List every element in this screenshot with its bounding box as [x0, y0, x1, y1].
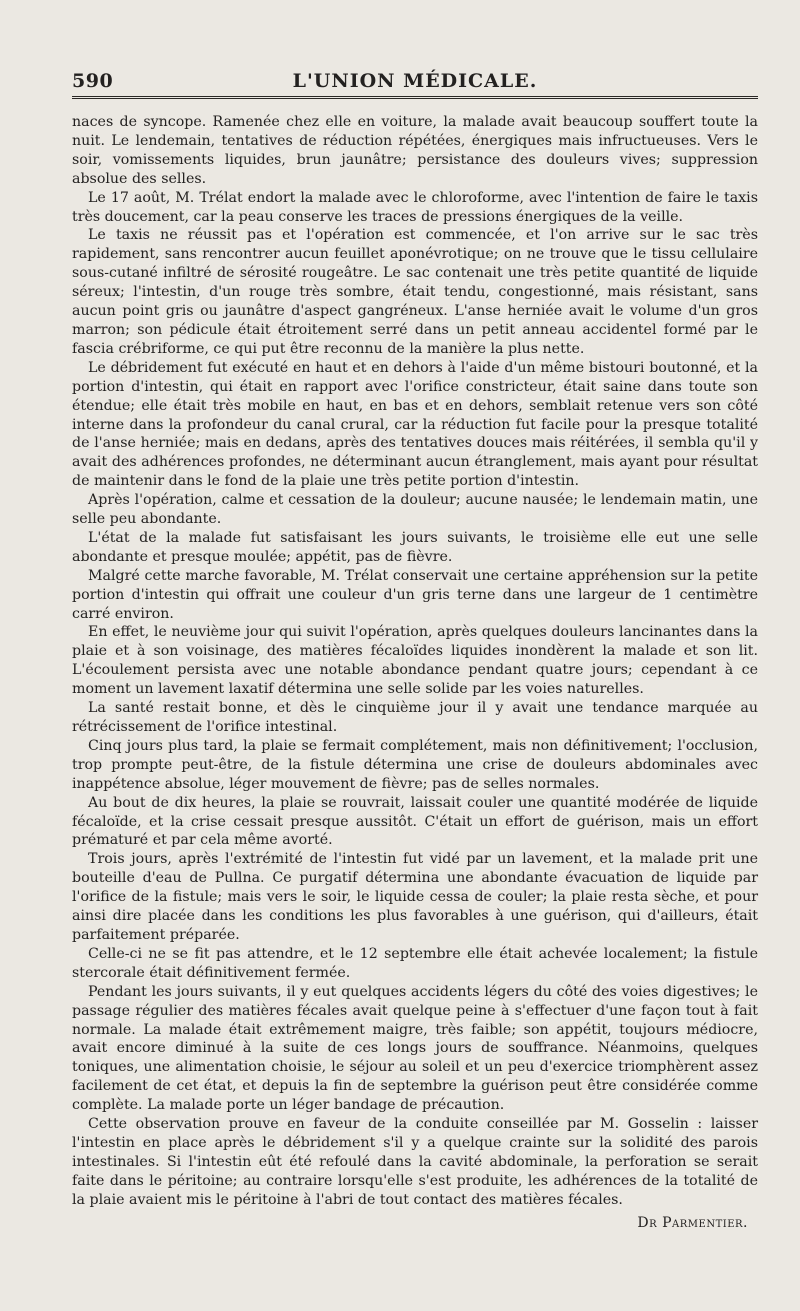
paragraph: Le débridement fut exécuté en haut et en dehors à l'aide d'un même bistouri boutonné, et la portion d'intestin, qui était en rapport avec l'orifice constricteur, était saine dans toute son étendue; elle était très mobile en haut, en bas et en dehors, semblait retenue vers son côté interne dans la profondeur du canal crural, car la réduction fut facile pour la presque totalité de l'anse herniée; mais en dedans, après des tentatives douces mais réitérées, il sembla qu'il y avait des adhérences profondes, ne déterminant aucun étranglement, mais ayant pour résultat de maintenir dans le fond de la plaie une très petite portion d'intestin. [72, 359, 758, 490]
paragraph: Le 17 août, M. Trélat endort la malade avec le chloroforme, avec l'intention de faire le taxis très doucement, car la peau conserve les traces de pressions énergiques de la veille. [72, 189, 758, 225]
article-body [72, 113, 758, 1232]
author-signature: Dr Parmentier. [637, 1214, 748, 1231]
paragraph: La santé restait bonne, et dès le cinquième jour il y avait une tendance marquée au rétrécissement de l'orifice intestinal. [72, 700, 758, 735]
paragraph: Pendant les jours suivants, il y eut quelques accidents légers du côté des voies digestives; le passage régulier des matières fécales avait quelque peine à s'effectuer d'une façon tout à fait normale. La malade était extrêmement maigre, très faible; son appétit, toujours médiocre, avait encore diminué à la suite de ces longs jours de souffrance. Néanmoins, quelques toniques, une alimentation choisie, le séjour au soleil et un peu d'exercice triomphèrent assez facilement de cet état, et depuis la fin de septembre la guérison peut être considérée comme complète. La malade porte un léger bandage de précaution. [72, 983, 758, 1114]
page-header [72, 62, 758, 99]
closing-paragraph: Cette observation prouve en faveur de la conduite conseillée par M. Gosselin : laisser l'intestin en place après le débridement s'il y a quelque crainte sur la solidité des parois intestinales. Si l'intestin eût été refoulé dans la cavité abdominale, la perforation se serait faite dans le péritoine; au contraire lorsqu'elle s'est produite, les adhérences de la totalité de la plaie avaient mis le péritoine à l'abri de tout contact des matières fécales. [72, 1116, 758, 1208]
paragraph: Au bout de dix heures, la plaie se rouvrait, laissait couler une quantité modérée de liquide fécaloïde, et la crise cessait presque aussitôt. C'était un effort de guérison, mais un effort prématuré et par cela même avorté. [72, 794, 758, 849]
paragraph: En effet, le neuvième jour qui suivit l'opération, après quelques douleurs lancinantes dans la plaie et à son voisinage, des matières fécaloïdes liquides inondèrent la malade et son lit. L'écoulement persista avec une notable abondance pendant quatre jours; cependant à ce moment un lavement laxatif détermina une selle solide par les voies naturelles. [72, 624, 758, 698]
paragraph: naces de syncope. Ramenée chez elle en voiture, la malade avait beaucoup souffert toute la nuit. Le lendemain, tentatives de réduction répétées, énergiques mais infructueuses. Vers le soir, vomissements liquides, brun jaunâtre; persistance des douleurs vives; suppression absolue des selles. [72, 114, 758, 187]
page-number: 590 [72, 70, 114, 92]
paragraph: L'état de la malade fut satisfaisant les jours suivants, le troisième elle eut une selle abondante et presque moulée; appétit, pas de fièvre. [72, 529, 758, 565]
paragraph: Le taxis ne réussit pas et l'opération est commencée, et l'on arrive sur le sac très rapidement, sans rencontrer aucun feuillet aponévrotique; on ne trouve que le tissu cellulaire sous-cutané infiltré de sérosité rougeâtre. Le sac contenait une très petite quantité de liquide séreux; l'intestin, d'un rouge très sombre, était tendu, congestionné, mais résistant, sans aucun point gris ou jaunâtre d'aspect gangréneux. L'anse herniée avait le volume d'un gros marron; son pédicule était étroitement serré dans un petit anneau accidentel formé par le fascia crébriforme, ce qui put être reconnu de la manière la plus nette. [72, 227, 758, 357]
paragraph: Après l'opération, calme et cessation de la douleur; aucune nausée; le lendemain matin, une selle peu abondante. [72, 492, 758, 528]
paragraph: Trois jours, après l'extrémité de l'intestin fut vidé par un lavement, et la malade prit une bouteille d'eau de Pullna. Ce purgatif détermina une abondante évacuation de liquide par l'orifice de la fistule; mais vers le soir, le liquide cessa de couler; la plaie resta sèche, et pour ainsi dire placée dans les conditions les plus favorables à une guérison, qui d'ailleurs, était parfaitement préparée. [72, 851, 758, 943]
running-title: L'UNION MÉDICALE. [292, 70, 538, 92]
paragraph: Malgré cette marche favorable, M. Trélat conservait une certaine appréhension sur la petite portion d'intestin qui offrait une couleur d'un gris terne dans une largeur de 1 centimètre carré environ. [72, 567, 758, 622]
paragraph: Cinq jours plus tard, la plaie se fermait complétement, mais non définitivement; l'occlusion, trop prompte peut-être, de la fistule détermina une crise de douleurs abdominales avec inappétence absolue, léger mouvement de fièvre; pas de selles normales. [72, 737, 758, 792]
paragraph: Celle-ci ne se fit pas attendre, et le 12 septembre elle était achevée localement; la fistule stercorale était définitivement fermée. [72, 945, 758, 981]
